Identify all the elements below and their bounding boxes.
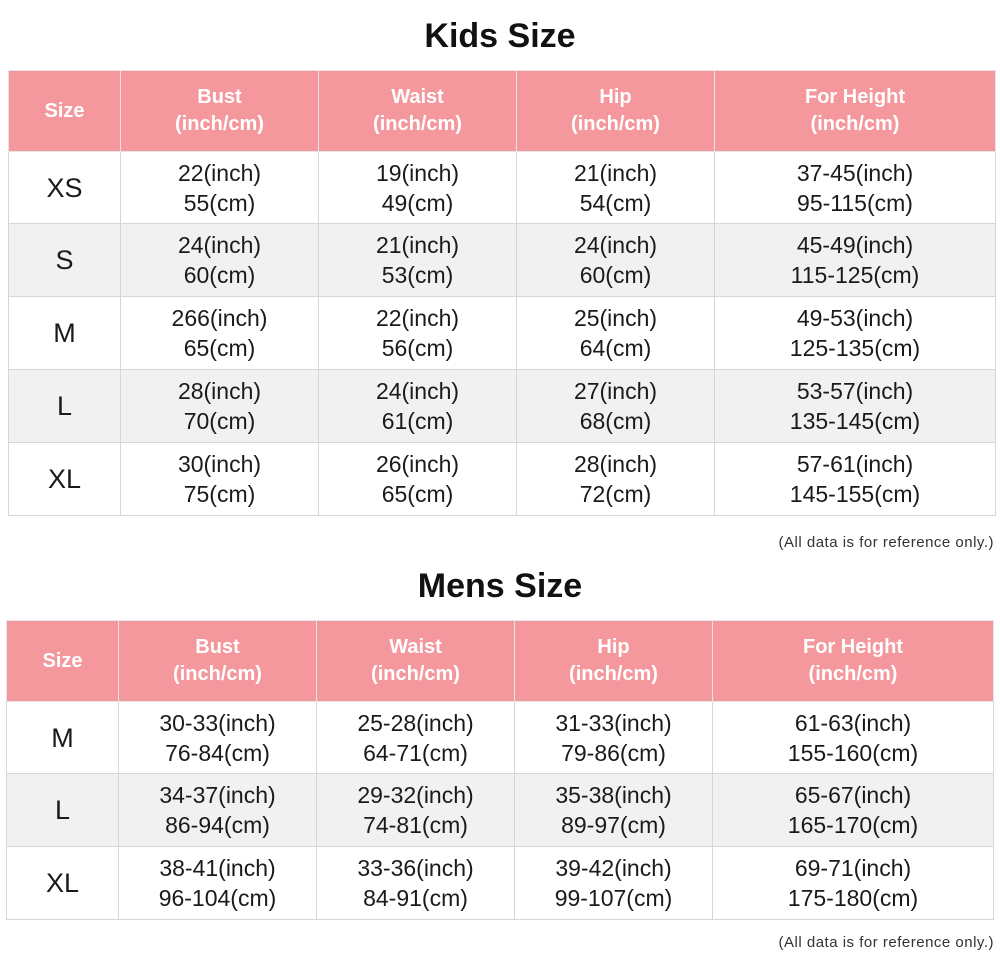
inch-value: 29-32(inch) [357, 782, 474, 808]
hip-cell [517, 443, 715, 516]
bust-cell [119, 774, 317, 847]
cm-value: 65(cm) [183, 335, 256, 361]
hip-cell [517, 224, 715, 297]
inch-value: 61-63(inch) [794, 709, 912, 736]
inch-value: 38-41(inch) [159, 855, 276, 881]
size-cell: M [9, 297, 121, 370]
inch-value: 65-67(inch) [794, 782, 912, 808]
cm-value: 68(cm) [579, 408, 652, 434]
header-unit: (inch/cm) [569, 663, 658, 685]
bust-cell [121, 297, 319, 370]
header-unit: (inch/cm) [810, 113, 900, 135]
inch-value: 30-33(inch) [159, 709, 276, 736]
height-cell [713, 774, 994, 847]
waist-cell [317, 774, 515, 847]
inch-value: 37-45(inch) [796, 159, 914, 186]
cm-value: 79-86(cm) [561, 739, 666, 766]
inch-value: 27(inch) [573, 378, 658, 404]
size-cell: XS [9, 152, 121, 224]
kids-header-row [9, 71, 996, 152]
cm-value: 60(cm) [183, 262, 256, 288]
inch-value: 25(inch) [573, 305, 658, 331]
waist-cell [319, 224, 517, 297]
cm-value: 76-84(cm) [165, 739, 270, 766]
header-label: Size [44, 99, 85, 122]
inch-value: 28(inch) [573, 451, 658, 477]
cm-value: 49(cm) [381, 189, 454, 216]
kids-header-bust [121, 71, 319, 152]
inch-value: 39-42(inch) [555, 855, 672, 881]
inch-value: 49-53(inch) [796, 305, 914, 331]
inch-value: 53-57(inch) [796, 378, 914, 404]
table-row [9, 443, 996, 516]
cm-value: 155-160(cm) [787, 739, 919, 766]
inch-value: 57-61(inch) [796, 451, 914, 477]
size-cell: XL [9, 443, 121, 516]
cm-value: 65(cm) [381, 481, 454, 507]
hip-cell [517, 370, 715, 443]
header-unit: (inch/cm) [373, 113, 462, 135]
height-cell [713, 702, 994, 774]
inch-value: 24(inch) [177, 232, 262, 258]
hip-cell [515, 702, 713, 774]
table-row [9, 297, 996, 370]
header-label: Size [42, 649, 83, 672]
cm-value: 70(cm) [183, 408, 256, 434]
bust-cell [119, 702, 317, 774]
waist-cell [319, 297, 517, 370]
header-label: Hip [597, 636, 630, 658]
mens-header-hip [515, 621, 713, 702]
hip-cell [515, 847, 713, 920]
inch-value: 69-71(inch) [794, 855, 912, 881]
inch-value: 21(inch) [573, 159, 658, 186]
inch-value: 19(inch) [375, 159, 460, 186]
mens-header-height [713, 621, 994, 702]
header-unit: (inch/cm) [371, 663, 460, 685]
mens-header-bust [119, 621, 317, 702]
waist-cell [319, 370, 517, 443]
cm-value: 53(cm) [381, 262, 454, 288]
cm-value: 72(cm) [579, 481, 652, 507]
cm-value: 54(cm) [579, 189, 652, 216]
cm-value: 56(cm) [381, 335, 454, 361]
mens-reference-note: (All data is for reference only.) [778, 934, 994, 951]
inch-value: 21(inch) [375, 232, 460, 258]
header-label: For Height [803, 636, 903, 658]
cm-value: 74-81(cm) [363, 812, 468, 838]
cm-value: 55(cm) [183, 189, 256, 216]
hip-cell [517, 297, 715, 370]
mens-header-size [7, 621, 119, 702]
height-cell [715, 297, 996, 370]
cm-value: 84-91(cm) [363, 885, 468, 911]
header-label: Waist [389, 636, 442, 658]
bust-cell [121, 152, 319, 224]
cm-value: 60(cm) [579, 262, 652, 288]
waist-cell [317, 702, 515, 774]
hip-cell [515, 774, 713, 847]
cm-value: 96-104(cm) [158, 885, 277, 911]
bust-cell [121, 224, 319, 297]
inch-value: 25-28(inch) [357, 709, 474, 736]
inch-value: 24(inch) [573, 232, 658, 258]
cm-value: 64(cm) [579, 335, 652, 361]
height-cell [715, 443, 996, 516]
kids-size-title: Kids Size [424, 17, 576, 55]
table-row [9, 370, 996, 443]
waist-cell [319, 443, 517, 516]
mens-size-title: Mens Size [417, 567, 583, 605]
header-unit: (inch/cm) [808, 663, 898, 685]
inch-value: 26(inch) [375, 451, 460, 477]
waist-cell [319, 152, 517, 224]
size-cell: L [9, 370, 121, 443]
cm-value: 61(cm) [381, 408, 454, 434]
header-label: Bust [197, 86, 242, 108]
cm-value: 64-71(cm) [363, 739, 468, 766]
table-row [9, 224, 996, 297]
header-unit: (inch/cm) [173, 663, 262, 685]
size-cell: S [9, 224, 121, 297]
table-row [7, 702, 994, 774]
inch-value: 45-49(inch) [796, 232, 914, 258]
inch-value: 34-37(inch) [159, 782, 276, 808]
cm-value: 75(cm) [183, 481, 256, 507]
kids-header-height [715, 71, 996, 152]
kids-size-table [8, 70, 996, 516]
inch-value: 266(inch) [171, 305, 268, 331]
mens-header-row [7, 621, 994, 702]
bust-cell [121, 370, 319, 443]
bust-cell [121, 443, 319, 516]
inch-value: 30(inch) [177, 451, 262, 477]
cm-value: 95-115(cm) [797, 189, 913, 216]
header-unit: (inch/cm) [571, 113, 660, 135]
cm-value: 99-107(cm) [554, 885, 673, 911]
waist-cell [317, 847, 515, 920]
cm-value: 89-97(cm) [561, 812, 666, 838]
header-unit: (inch/cm) [175, 113, 264, 135]
header-label: Hip [599, 86, 632, 108]
inch-value: 24(inch) [375, 378, 460, 404]
size-cell: M [7, 702, 119, 774]
cm-value: 145-155(cm) [789, 481, 921, 507]
cm-value: 135-145(cm) [789, 408, 921, 434]
mens-size-table [6, 620, 994, 920]
mens-header-waist [317, 621, 515, 702]
kids-reference-note: (All data is for reference only.) [778, 534, 994, 551]
kids-header-waist [319, 71, 517, 152]
inch-value: 28(inch) [177, 378, 262, 404]
size-cell: XL [7, 847, 119, 920]
height-cell [715, 224, 996, 297]
kids-header-size [9, 71, 121, 152]
cm-value: 175-180(cm) [787, 885, 919, 911]
cm-value: 86-94(cm) [165, 812, 270, 838]
header-label: For Height [805, 86, 905, 108]
header-label: Waist [391, 86, 444, 108]
inch-value: 35-38(inch) [555, 782, 672, 808]
cm-value: 165-170(cm) [787, 812, 919, 838]
inch-value: 22(inch) [177, 159, 262, 186]
height-cell [713, 847, 994, 920]
table-row [9, 152, 996, 224]
height-cell [715, 370, 996, 443]
size-cell: L [7, 774, 119, 847]
hip-cell [517, 152, 715, 224]
table-row [7, 774, 994, 847]
inch-value: 22(inch) [375, 305, 460, 331]
inch-value: 31-33(inch) [555, 709, 672, 736]
inch-value: 33-36(inch) [357, 855, 474, 881]
height-cell [715, 152, 996, 224]
cm-value: 115-125(cm) [790, 262, 920, 288]
header-label: Bust [195, 636, 240, 658]
cm-value: 125-135(cm) [789, 335, 921, 361]
kids-header-hip [517, 71, 715, 152]
bust-cell [119, 847, 317, 920]
table-row [7, 847, 994, 920]
